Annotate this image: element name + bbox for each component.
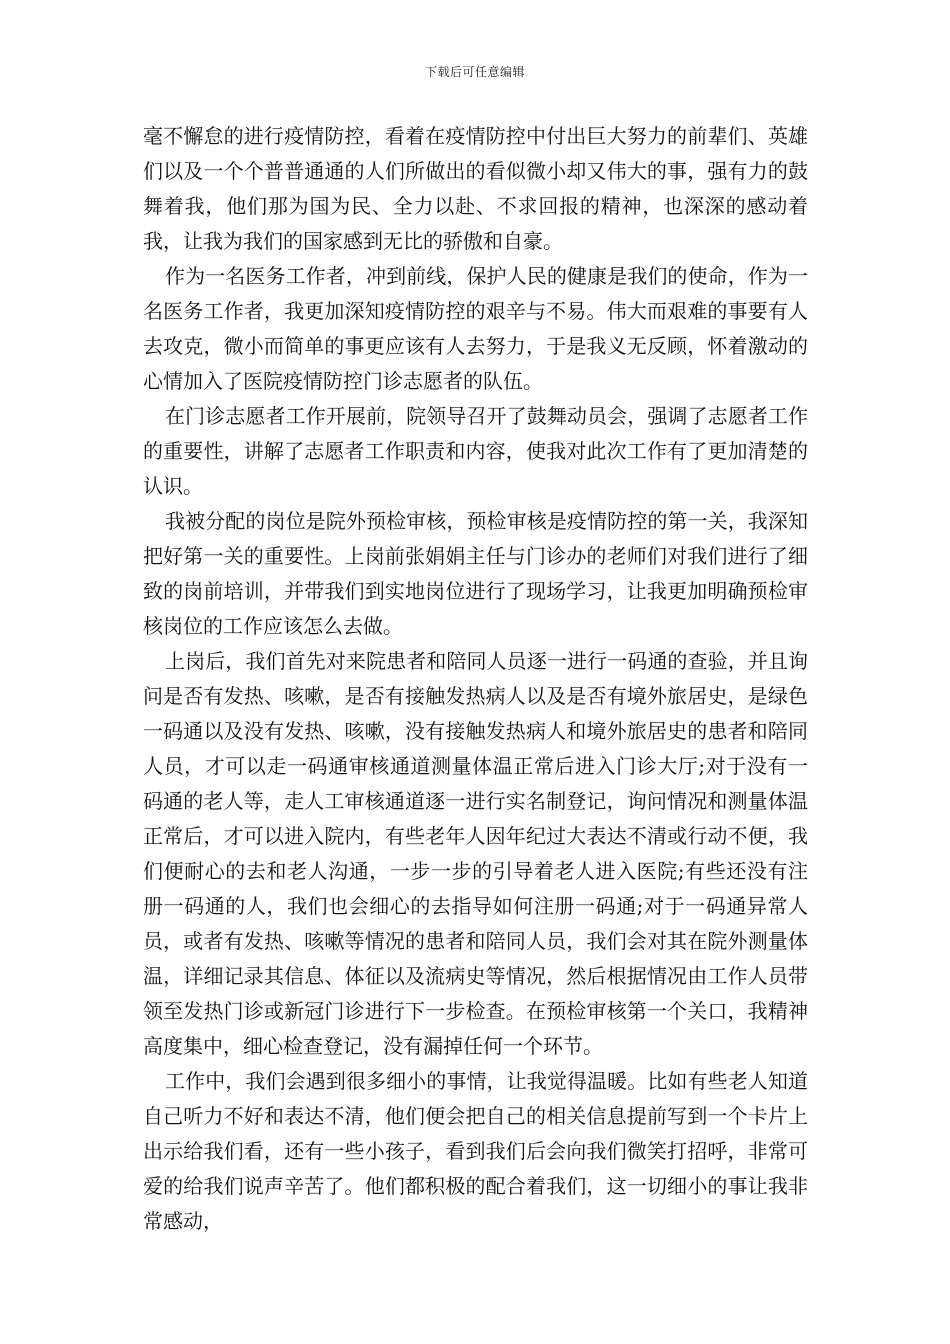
paragraph-1: 毫不懈怠的进行疫情防控，看着在疫情防控中付出巨大努力的前辈们、英雄们以及一个个普普通通的人们所做出的看似微小却又伟大的事，强有力的鼓舞着我，他们那为国为民、全力以赴、不求回报的精神，也深深的感动着我，让我为我们的国家感到无比的骄傲和自豪。 <box>143 124 808 253</box>
document-body <box>143 119 808 1239</box>
paragraph-2: 作为一名医务工作者，冲到前线，保护人民的健康是我们的使命，作为一名医务工作者，我更加深知疫情防控的艰辛与不易。伟大而艰难的事要有人去攻克，微小而简单的事更应该有人去努力，于是我义无反顾，怀着激动的心情加入了医院疫情防控门诊志愿者的队伍。 <box>143 264 808 393</box>
paragraph-3: 在门诊志愿者工作开展前，院领导召开了鼓舞动员会，强调了志愿者工作的重要性，讲解了志愿者工作职责和内容，使我对此次工作有了更加清楚的认识。 <box>143 404 808 498</box>
paragraph-6: 工作中，我们会遇到很多细小的事情，让我觉得温暖。比如有些老人知道自己听力不好和表达不清，他们便会把自己的相关信息提前写到一个卡片上出示给我们看，还有一些小孩子，看到我们后会向我们微笑打招呼，非常可爱的给我们说声辛苦了。他们都积极的配合着我们，这一切细小的事让我非常感动， <box>143 1069 808 1233</box>
page-header: 下载后可任意编辑 <box>424 65 525 79</box>
paragraph-5: 上岗后，我们首先对来院患者和陪同人员逐一进行一码通的查验，并且询问是否有发热、咳嗽，是否有接触发热病人以及是否有境外旅居史，是绿色一码通以及没有发热、咳嗽，没有接触发热病人和境外旅居史的患者和陪同人员，才可以走一码通审核通道测量体温正常后进入门诊大厅;对于没有一码通的老人等，走人工审核通道逐一进行实名制登记，询问情况和测量体温正常后，才可以进入院内，有些老年人因年纪过大表达不清或行动不便，我们便耐心的去和老人沟通，一步一步的引导着老人进入医院;有些还没有注册一码通的人，我们也会细心的去指导如何注册一码通;对于一码通异常人员，或者有发热、咳嗽等情况的患者和陪同人员，我们会对其在院外测量体温，详细记录其信息、体征以及流病史等情况，然后根据情况由工作人员带领至发热门诊或新冠门诊进行下一步检查。在预检审核第一个关口，我精神高度集中，细心检查登记，没有漏掉任何一个环节。 <box>143 649 808 1058</box>
paragraph-4: 我被分配的岗位是院外预检审核，预检审核是疫情防控的第一关，我深知把好第一关的重要性。上岗前张娟娟主任与门诊办的老师们对我们进行了细致的岗前培训，并带我们到实地岗位进行了现场学习，让我更加明确预检审核岗位的工作应该怎么去做。 <box>143 509 808 638</box>
